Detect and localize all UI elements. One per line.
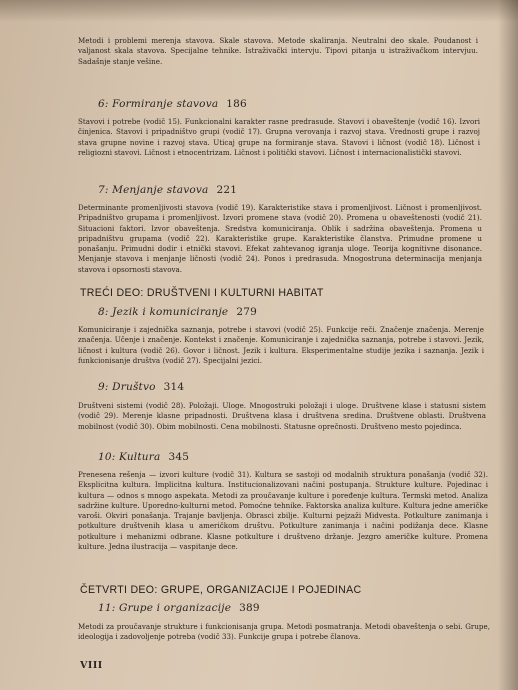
- chapter-9-heading: [98, 381, 184, 393]
- chapter-7-paragraph: Determinante promenljivosti stavova (vodič 19). Karakteristike stava i promenljivost. Ličnost i promenljivost. Pripadništvo grupama i promenljivost. Izvori promene stava (vodič 20). Promena u obaveštenosti (vodič 21). Situacioni faktori. Izvor obaveštenja. Sredstva komuniciranja. Oblik i sadržina obaveštenja. Promena u pripadništvu grupama (vodič 22). Karakteristike grupe. Karakteristike članstva. Primudne promene u ponašanju. Primudni dodir i etnički stavovi. Efekat zahtevanog igranja uloge. Teorija kognitivne disonance. Menjanje stavova i menjanje ličnosti (vodič 24). Ponos i predrasuda. Mnogostruna determinacija menjanja stavova i opsornosti stavova.: [78, 203, 482, 274]
- chapter-10-title: 10: Kultura: [98, 451, 161, 463]
- chapter-9-page: 314: [163, 381, 185, 393]
- chapter-10-heading: [98, 451, 189, 463]
- chapter-11-title: 11: Grupe i organizacije: [98, 602, 232, 614]
- chapter-7-page: 221: [216, 184, 238, 196]
- intro-paragraph: Metodi i problemi merenja stavova. Skale stavova. Metode skaliranja. Neutralni deo skale. Poudanost i valjanost skala stavova. Specijalne tehnike. Istraživački intervju. Tipovi pitanja u istraživačkom intervjuu. Sadašnje stanje vešine.: [78, 36, 478, 66]
- chapter-8-title: 8: Jezik i komuniciranje: [98, 306, 229, 318]
- page-top-shadow: [0, 0, 518, 22]
- chapter-6-paragraph: Stavovi i potrebe (vodič 15). Funkcionalni karakter rasne predrasude. Stavovi i obaveštenje (vodič 16). Izvori činjenica. Stavovi i pripadništvo grupi (vodič 17). Grupna verovanja i razvoj stava. Vrednosti grupe i razvoj stava grupne novine i razvoj stava. Uticaj grupe na formiranje stava. Stavovi i ličnost (vodič 18). Ličnost i religiozni stavovi. Ličnost i etnocentrizam. Ličnost i politički stavovi. Ličnost i internacionalistički stavovi.: [78, 117, 480, 157]
- chapter-11-heading: [98, 602, 260, 614]
- chapter-10-paragraph: Prenesena rešenja — izvori kulture (vodič 31). Kultura se sastoji od modalnih struktura ponašanja (vodič 32). Eksplicitna kultura. Implicitna kultura. Institucionalizovani načini postupanja. Strukture kulture. Pojedinac i kultura — odnos s mnogo aspekata. Metodi za proučavanje kulture i poređenje kultura. Termski metod. Analiza sadržine kulture. Uporedno-kulturni metod. Pomoćne tehnike. Faktorska analiza kulture. Kultura jedne američke varoši. Okviri ponašanja. Trajanje bavljenja. Obrasci zbilje. Kulturni pejzaži Midvesta. Potkulture zanimanja i potkulture društvenih klasa u američkom društvu. Potkulture zanimanja i načini podižanja dece. Klasne potkulture i mehanizmi odbrane. Klasne potkulture i društveno držanje. Jezgro američke kulture. Promena kulture. Jedna ilustracija — vaspitanje dece.: [78, 470, 488, 552]
- chapter-9-title: 9: Društvo: [98, 381, 156, 393]
- chapter-10-page: 345: [168, 451, 190, 463]
- chapter-7-title: 7: Menjanje stavova: [98, 184, 209, 196]
- chapter-6-page: 186: [226, 98, 247, 110]
- chapter-11-paragraph: Metodi za proučavanje strukture i funkcionisanja grupa. Metodi posmatranja. Metodi obaveštenja o sebi. Grupe, ideologija i zadovoljenje potreba (vodič 33). Funkcije grupa i potrebe članova.: [78, 622, 490, 642]
- chapter-6-heading: [98, 98, 247, 110]
- page-number: VIII: [80, 660, 103, 671]
- chapter-6-title: 6: Formiranje stavova: [98, 98, 219, 110]
- chapter-11-page: 389: [239, 602, 260, 614]
- chapter-8-heading: [98, 306, 257, 318]
- chapter-8-page: 279: [236, 306, 257, 318]
- page-gutter-shadow: [498, 0, 518, 690]
- part-3-heading: TREĆI DEO: DRUŠTVENI I KULTURNI HABITAT: [80, 287, 324, 299]
- chapter-7-heading: [98, 184, 237, 196]
- part-4-heading: ČETVRTI DEO: GRUPE, ORGANIZACIJE I POJEDINAC: [80, 584, 362, 596]
- chapter-8-paragraph: Komuniciranje i zajednička saznanja, potrebe i stavovi (vodič 25). Funkcije reči. Značenje značenja. Merenje značenja. Učenje i značenje. Kontekst i značenje. Komuniciranje i zajednička saznanja, potrebe i stavovi. Jezik, ličnost i kultura (vodič 26). Govor i ličnost. Jezik i kultura. Eksperimentalne studije jezika i saznanja. Jezik i funkcionisanje društva (vodič 27). Specijalni jezici.: [78, 325, 484, 365]
- chapter-9-paragraph: Društveni sistemi (vodič 28). Položaji. Uloge. Mnogostruki položaji i uloge. Društvene klase i statusni sistem (vodič 29). Merenje klasne pripadnosti. Društvena klasa i društvena sredina. Društvene oblasti. Društvena mobilnost (vodič 30). Obim mobilnosti. Cena mobilnosti. Statusne oprečnosti. Društveno mesto pojedinca.: [78, 401, 486, 431]
